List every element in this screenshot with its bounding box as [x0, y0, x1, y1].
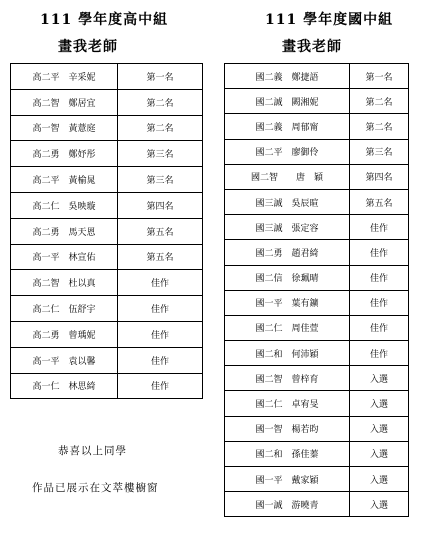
award-cell: 佳作	[350, 265, 409, 290]
table-row	[225, 265, 409, 290]
table-row	[225, 215, 409, 240]
student-name-cell: 國二信 徐珮晴	[225, 265, 350, 290]
student-name-cell: 高二智 杜以真	[11, 270, 118, 296]
student-name-cell: 高二勇 鄭妤彤	[11, 141, 118, 167]
table-row	[225, 139, 409, 164]
award-cell: 佳作	[118, 373, 203, 399]
display-location-note: 作品已展示在文萃樓櫥窗	[32, 482, 159, 494]
award-cell: 第三名	[118, 167, 203, 193]
award-cell: 佳作	[350, 290, 409, 315]
high-school-year-title: 111 學年度高中組	[40, 12, 169, 28]
table-row	[11, 218, 203, 244]
award-cell: 第二名	[118, 115, 203, 141]
student-name-cell: 高一平 林宣佑	[11, 244, 118, 270]
award-cell: 入選	[350, 467, 409, 492]
table-row	[11, 296, 203, 322]
student-name-cell: 高二勇 馬天恩	[11, 218, 118, 244]
student-name-cell: 高一仁 林思綺	[11, 373, 118, 399]
award-cell: 第五名	[118, 218, 203, 244]
award-cell: 佳作	[118, 270, 203, 296]
student-name-cell: 高二仁 吳映璇	[11, 192, 118, 218]
high-school-award-table	[10, 63, 203, 399]
student-name-cell: 國二義 鄭捷語	[225, 64, 350, 89]
student-name-cell: 高二仁 伍舒宇	[11, 296, 118, 322]
student-name-cell: 國二和 孫佳蓁	[225, 441, 350, 466]
award-cell: 第一名	[350, 64, 409, 89]
award-cell: 第二名	[350, 89, 409, 114]
table-row	[11, 192, 203, 218]
student-name-cell: 國二平 廖御伶	[225, 139, 350, 164]
table-row	[225, 441, 409, 466]
student-name-cell: 國二誠 闕湘妮	[225, 89, 350, 114]
table-row	[225, 416, 409, 441]
table-row	[225, 315, 409, 340]
student-name-cell: 高二勇 曾瑀妮	[11, 321, 118, 347]
award-cell: 第一名	[118, 64, 203, 90]
student-name-cell: 國三誠 吳辰暄	[225, 189, 350, 214]
award-cell: 佳作	[350, 215, 409, 240]
table-row	[225, 341, 409, 366]
award-cell: 第四名	[118, 192, 203, 218]
award-cell: 入選	[350, 366, 409, 391]
congratulations-note: 恭喜以上同學	[58, 445, 127, 457]
award-cell: 佳作	[118, 296, 203, 322]
award-cell: 佳作	[350, 240, 409, 265]
table-row	[225, 366, 409, 391]
award-cell: 第三名	[118, 141, 203, 167]
award-cell: 入選	[350, 416, 409, 441]
award-cell: 第二名	[118, 89, 203, 115]
student-name-cell: 國二義 周郁甯	[225, 114, 350, 139]
student-name-cell: 國二勇 趙君綺	[225, 240, 350, 265]
table-row	[225, 492, 409, 517]
award-cell: 第四名	[350, 164, 409, 189]
award-cell: 佳作	[118, 321, 203, 347]
table-row	[11, 347, 203, 373]
student-name-cell: 高二平 黃榆晁	[11, 167, 118, 193]
table-row	[11, 244, 203, 270]
table-row	[225, 290, 409, 315]
student-name-cell: 國二仁 卓宥旻	[225, 391, 350, 416]
junior-high-year-title: 111 學年度國中組	[265, 12, 394, 28]
table-row	[11, 115, 203, 141]
table-row	[11, 141, 203, 167]
award-cell: 入選	[350, 492, 409, 517]
award-cell: 佳作	[350, 341, 409, 366]
table-row	[11, 64, 203, 90]
table-row	[11, 270, 203, 296]
award-cell: 第五名	[350, 189, 409, 214]
student-name-cell: 高二智 鄭居宜	[11, 89, 118, 115]
junior-high-award-table	[224, 63, 409, 517]
table-row	[225, 240, 409, 265]
table-row	[11, 373, 203, 399]
award-cell: 第二名	[350, 114, 409, 139]
award-cell: 第三名	[350, 139, 409, 164]
student-name-cell: 國一誠 游曉青	[225, 492, 350, 517]
table-row	[225, 467, 409, 492]
award-cell: 第五名	[118, 244, 203, 270]
table-row	[225, 64, 409, 89]
student-name-cell: 高一平 袁以馨	[11, 347, 118, 373]
table-row	[225, 89, 409, 114]
award-cell: 入選	[350, 441, 409, 466]
table-row	[225, 189, 409, 214]
table-row	[225, 391, 409, 416]
student-name-cell: 國二仁 周佳萱	[225, 315, 350, 340]
table-row	[225, 114, 409, 139]
student-name-cell: 高二平 辛采妮	[11, 64, 118, 90]
table-row	[11, 321, 203, 347]
student-name-cell: 國一智 楊若昀	[225, 416, 350, 441]
award-cell: 佳作	[118, 347, 203, 373]
high-school-subtitle: 畫我老師	[58, 39, 118, 55]
award-cell: 佳作	[350, 315, 409, 340]
student-name-cell: 國三誠 張定容	[225, 215, 350, 240]
junior-high-subtitle: 畫我老師	[282, 39, 342, 55]
student-name-cell: 國一平 葉有鑛	[225, 290, 350, 315]
table-row	[11, 89, 203, 115]
student-name-cell: 國二和 何沛穎	[225, 341, 350, 366]
student-name-cell: 國二智 曾梓育	[225, 366, 350, 391]
student-name-cell: 高一智 黃薏庭	[11, 115, 118, 141]
award-cell: 入選	[350, 391, 409, 416]
student-name-cell: 國一平 戴家穎	[225, 467, 350, 492]
table-row	[11, 167, 203, 193]
student-name-cell: 國二智 唐 穎	[225, 164, 350, 189]
table-row	[225, 164, 409, 189]
